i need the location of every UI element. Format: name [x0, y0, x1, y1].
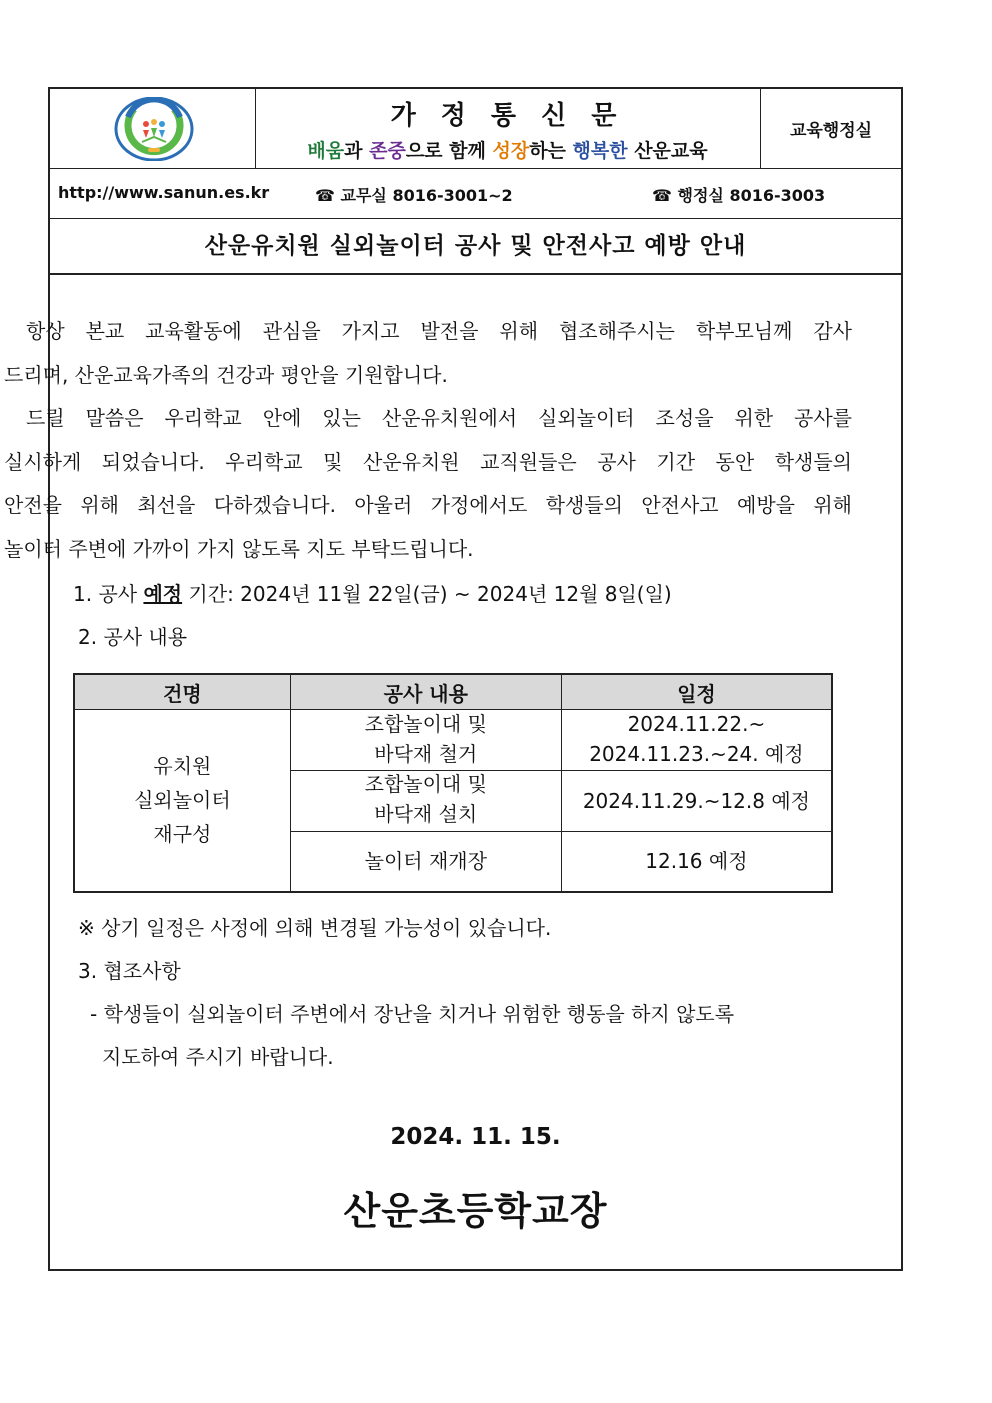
school-slogan — [255, 136, 760, 163]
column-header: 공사 내용 — [290, 674, 561, 710]
text-line: 안전을 위해 최선을 다하겠습니다. 아울러 가정에서도 학생들의 안전사고 예방을 위해 — [4, 493, 852, 517]
schedule-line: 2024.11.22.~ — [627, 712, 766, 736]
item-3-heading: 3. 협조사항 — [78, 959, 181, 983]
content-cell — [290, 710, 561, 771]
logo-cell — [50, 89, 256, 168]
school-emblem-icon — [114, 97, 194, 161]
item-1-emphasis: 예정 — [143, 582, 183, 606]
text-line: 실시하게 되었습니다. 우리학교 및 산운유치원 교직원들은 공사 기간 동안 학생들의 — [4, 449, 852, 474]
text-line: 드리며, 산운교육가족의 건강과 평안을 기원합니다. — [4, 362, 448, 387]
issue-date: 2024. 11. 15. — [390, 1124, 561, 1150]
project-name-line: 실외놀이터 — [134, 788, 231, 813]
schedule-cell — [561, 710, 832, 771]
slogan-word-happy: 행복한 — [572, 140, 628, 162]
column-header: 일정 — [561, 674, 832, 710]
schedule-cell: 12.16 예정 — [561, 832, 832, 892]
column-header: 건명 — [74, 674, 290, 710]
office-phone: ☎ 교무실 8016-3001~2 — [315, 186, 513, 205]
title-cell — [255, 89, 761, 168]
item-1-suffix: 기간: 2024년 11월 22일(금) ~ 2024년 12월 8일(일) — [182, 582, 672, 606]
schedule-note: ※ 상기 일정은 사정에 의해 변경될 가능성이 있습니다. — [78, 916, 552, 940]
slogan-word-growth: 성장 — [492, 140, 530, 162]
content-line: 조합놀이대 및 — [364, 712, 487, 736]
slogan-word-learning: 배움 — [307, 140, 345, 162]
text-line: 드릴 말씀은 우리학교 안에 있는 산운유치원에서 실외놀이터 조성을 위한 공사를 — [26, 406, 852, 430]
content-line: 바닥재 철거 — [374, 742, 478, 766]
schedule-line: 2024.11.23.~24. 예정 — [589, 742, 804, 766]
item-3-line: - 학생들이 실외놀이터 주변에서 장난을 치거나 위험한 행동을 하지 않도록 — [90, 1002, 735, 1026]
content-line: 바닥재 설치 — [374, 802, 478, 826]
slogan-text: 산운교육 — [627, 140, 708, 162]
paragraph-1 — [4, 310, 852, 571]
item-2-heading: 2. 공사 내용 — [78, 625, 188, 649]
schedule-table — [73, 673, 833, 893]
content-cell — [290, 771, 561, 832]
item-3-line: 지도하여 주시기 바랍니다. — [102, 1045, 334, 1069]
document-subject: 산운유치원 실외놀이터 공사 및 안전사고 예방 안내 — [50, 219, 901, 275]
admin-phone: ☎ 행정실 8016-3003 — [652, 186, 826, 205]
contact-row — [50, 168, 901, 219]
content-cell: 놀이터 재개장 — [290, 832, 561, 892]
project-name-line: 재구성 — [153, 822, 212, 847]
project-name-line: 유치원 — [153, 754, 212, 779]
table-row — [74, 710, 832, 771]
department-label: 교육행정실 — [789, 121, 873, 141]
item-1-period — [73, 578, 672, 607]
text-line: 항상 본교 교육활동에 관심을 가지고 발전을 위해 협조해주시는 학부모님께 감사 — [26, 319, 852, 343]
slogan-text: 과 — [344, 140, 370, 162]
header-row — [50, 89, 901, 169]
table-header-row — [74, 674, 832, 710]
signatory: 산운초등학교장 — [343, 1189, 608, 1233]
slogan-word-respect: 존중 — [369, 140, 406, 162]
item-1-prefix: 1. 공사 — [73, 582, 144, 606]
slogan-text: 으로 함께 — [405, 140, 493, 162]
newsletter-title: 가 정 통 신 문 — [390, 101, 625, 131]
website-link[interactable]: http://www.sanun.es.kr — [58, 183, 270, 202]
text-line: 놀이터 주변에 가까이 가지 않도록 지도 부탁드립니다. — [4, 536, 474, 561]
project-name-cell — [74, 710, 290, 892]
schedule-cell: 2024.11.29.~12.8 예정 — [561, 771, 832, 832]
content-line: 조합놀이대 및 — [364, 772, 487, 796]
slogan-text: 하는 — [529, 140, 573, 162]
